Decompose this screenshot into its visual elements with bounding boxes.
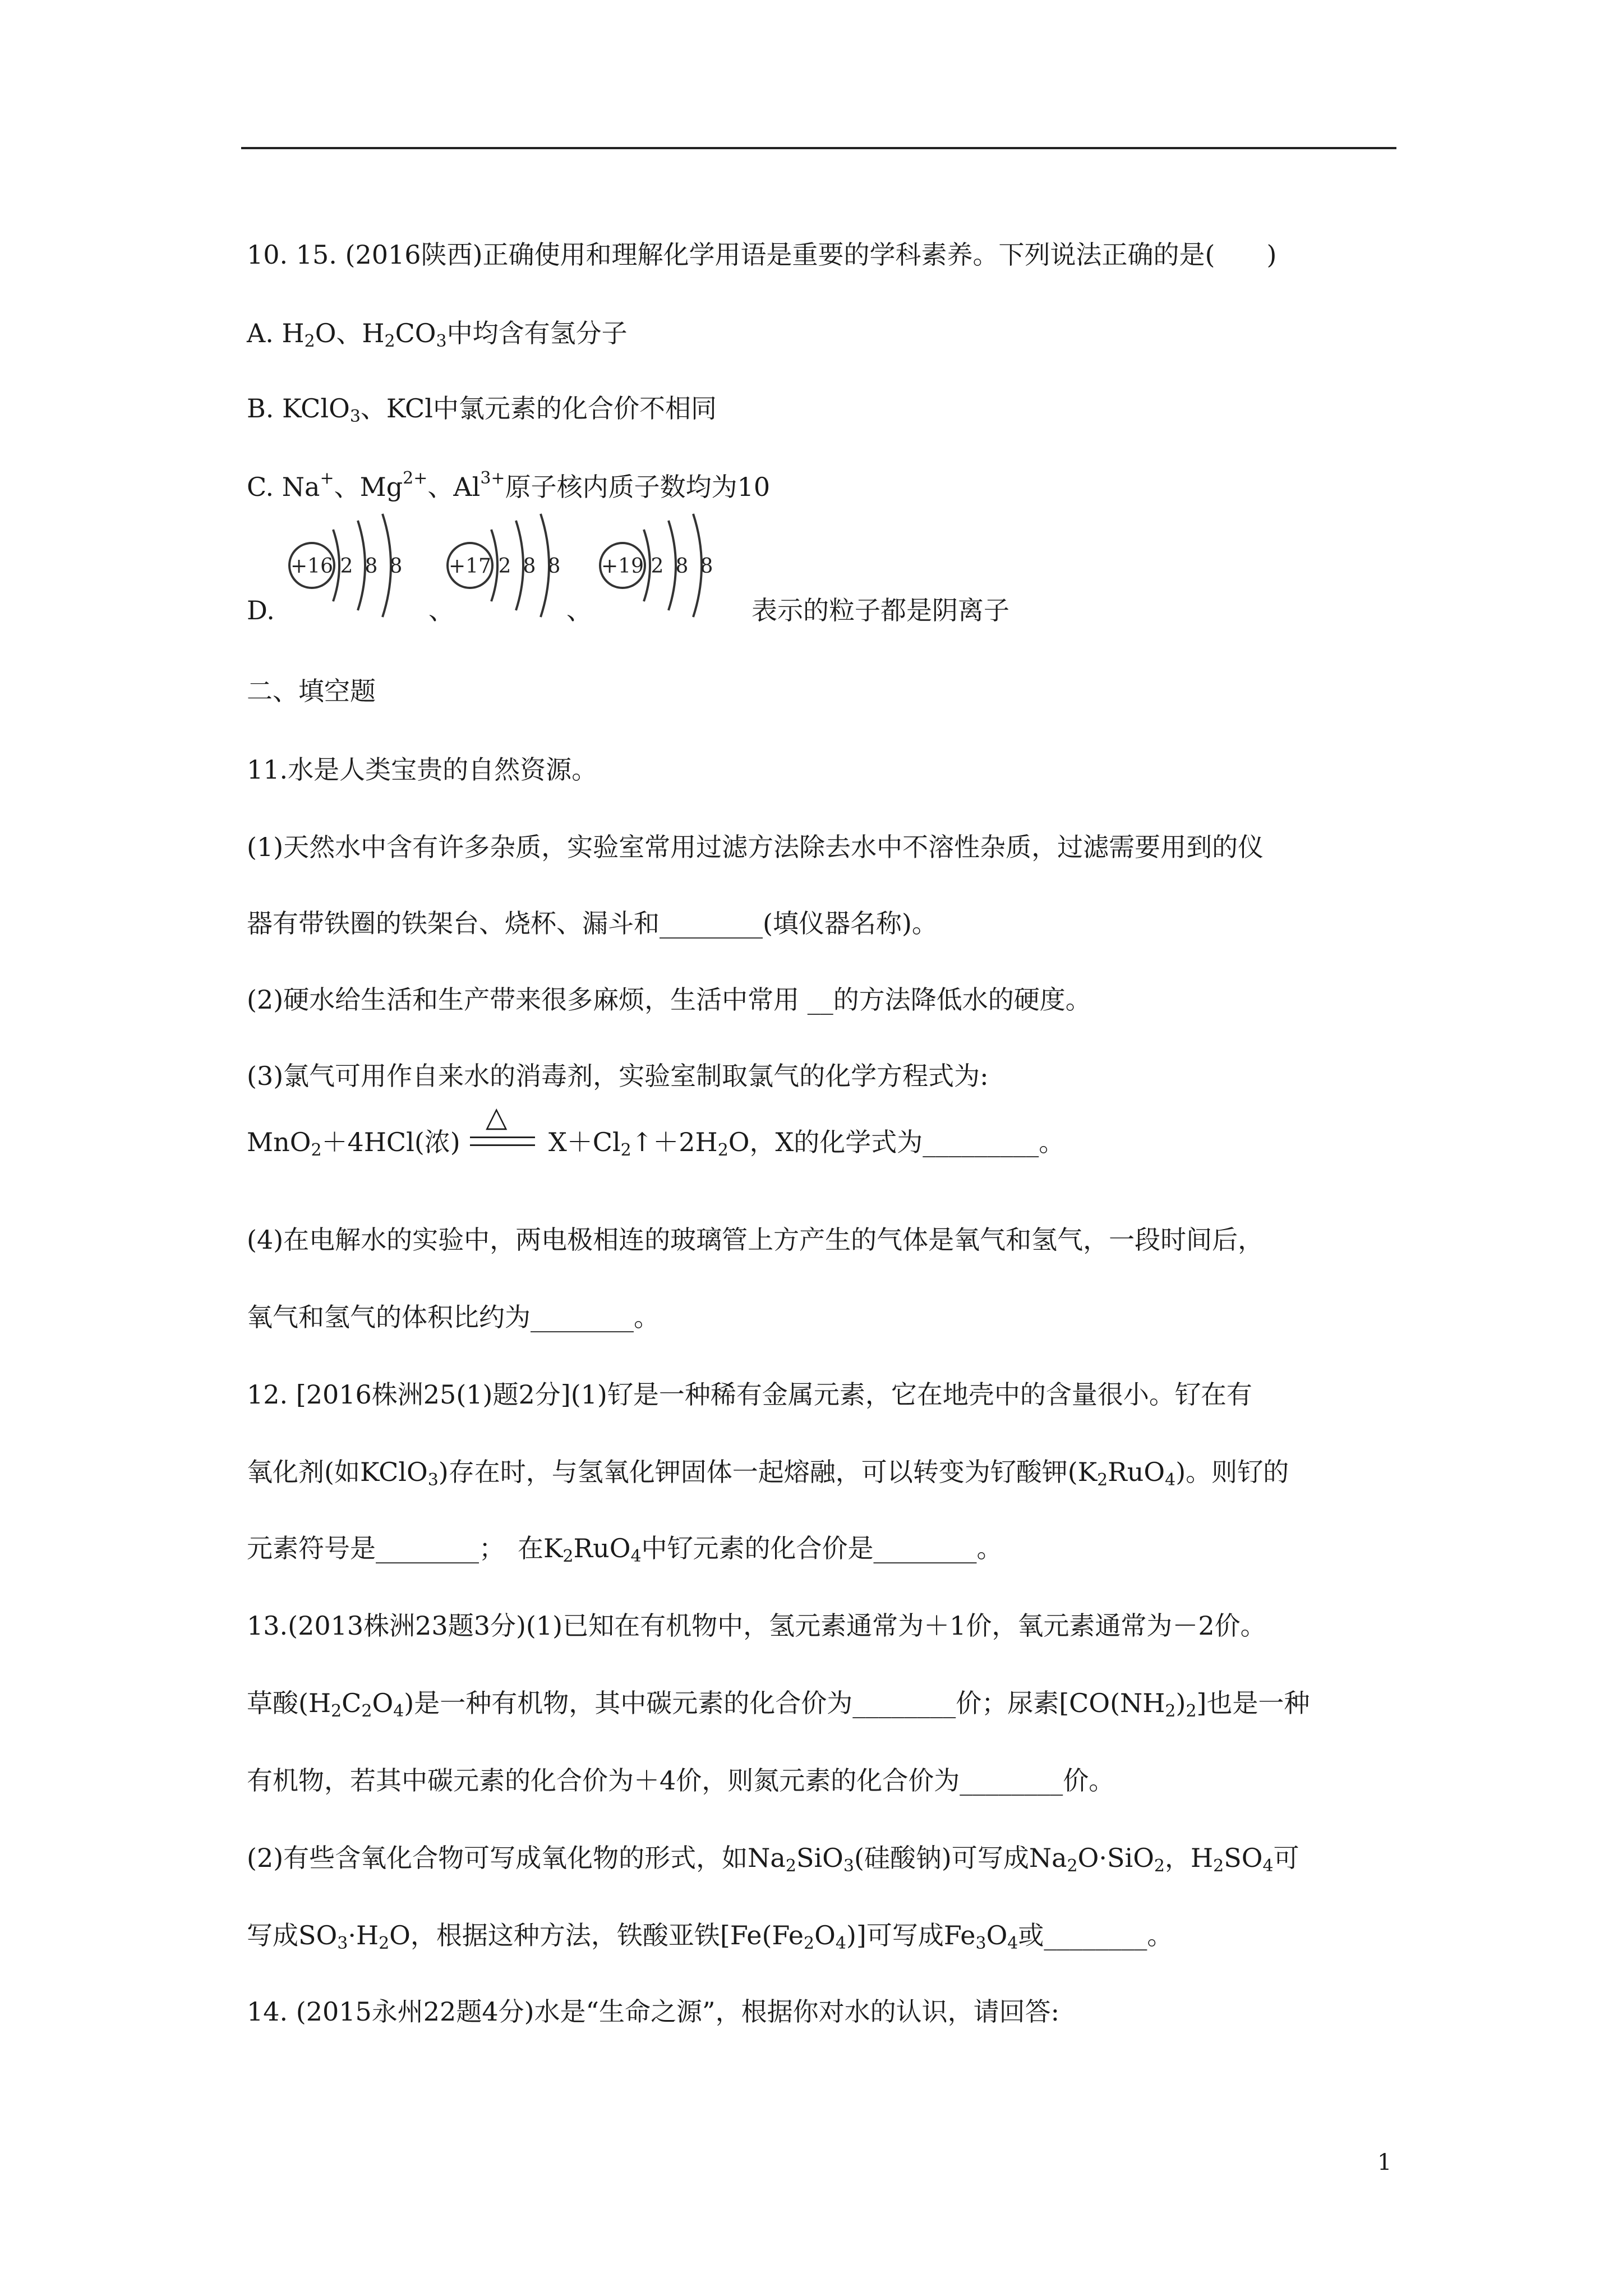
q13-line2: 草酸$(H_2C_2O_4)$是一种有机物，其中碳元素的化合价为________价；尿素$[CO(NH_2)_2]$也是一种 [247, 1688, 1310, 1721]
q10-option-d-separator-1: 、 [428, 595, 454, 625]
q11-part1-line2: 器有带铁圈的铁架台、烧杯、漏斗和________(填仪器名称)。 [247, 908, 938, 938]
atom-structure-diagram-1 [284, 509, 418, 622]
q11-stem: 11.水是人类宝贵的自然资源。 [247, 754, 598, 785]
svg-text:+17: +17 [449, 555, 491, 578]
q10-option-b: B. KClO$_3$、KCl中氯元素的化合价不相同 [247, 393, 717, 426]
q10-option-a: A. $H_2O$、$H_2CO_3$中均含有氢分子 [247, 318, 628, 351]
q12-line2: 氧化剂(如KClO$_3$)存在时，与氢氧化钾固体一起熔融，可以转变为钌酸钾$(K_2RuO_4)$。则钌的 [247, 1457, 1289, 1490]
svg-text:8: 8 [700, 555, 713, 578]
q13-line4: (2)有些含氧化合物可写成氧化物的形式，如$Na_2SiO_3$(硅酸钠)可写成$Na_2O\cdot SiO_2$，$H_2SO_4$可 [247, 1843, 1299, 1876]
svg-text:+16: +16 [291, 555, 333, 578]
equation-right: $X+Cl_2↑+2H_2O$，X的化学式为_________。 [548, 1127, 1065, 1160]
equation-left: MnO$_2$＋4HCl(浓) [247, 1127, 460, 1160]
q14-stem: 14. (2015永州22题4分)水是“生命之源”，根据你对水的认识，请回答: [247, 1996, 1060, 2027]
svg-text:8: 8 [389, 555, 403, 578]
atom-structure-diagram-3 [594, 509, 729, 622]
equation-sign-bar-top [470, 1137, 535, 1138]
heat-symbol: △ [486, 1101, 508, 1133]
q11-part1-line1: (1)天然水中含有许多杂质，实验室常用过滤方法除去水中不溶性杂质，过滤需要用到的仪 [247, 832, 1264, 862]
svg-text:8: 8 [365, 555, 378, 578]
q10-option-d-text: 表示的粒子都是阴离子 [751, 595, 1009, 625]
q11-part4-line1: (4)在电解水的实验中，两电极相连的玻璃管上方产生的气体是氧气和氢气，一段时间后， [247, 1225, 1264, 1255]
q10-option-d-label: D. [247, 595, 275, 625]
svg-text:8: 8 [675, 555, 689, 578]
svg-text:2: 2 [498, 555, 511, 578]
page-number: 1 [1377, 2150, 1392, 2175]
q12-line1: 12. [2016株洲25(1)题2分](1)钌是一种稀有金属元素，它在地壳中的含量很小。钌在有 [247, 1379, 1252, 1410]
q13-line1: 13.(2013株洲23题3分)(1)已知在有机物中，氢元素通常为＋1价，氧元素通常为－2价。 [247, 1611, 1266, 1641]
svg-text:2: 2 [340, 555, 353, 578]
svg-text:2: 2 [651, 555, 664, 578]
q13-line3: 有机物，若其中碳元素的化合价为＋4价，则氮元素的化合价为________价。 [247, 1765, 1115, 1796]
svg-text:8: 8 [547, 555, 561, 578]
section-title: 二、填空题 [247, 676, 376, 706]
header-rule [241, 147, 1396, 149]
svg-text:8: 8 [523, 555, 536, 578]
q11-part4-line2: 氧气和氢气的体积比约为________。 [247, 1302, 660, 1332]
svg-text:+19: +19 [601, 555, 644, 578]
q13-line5: 写成$SO_3\cdot H_2O$，根据这种方法，铁酸亚铁$[Fe(Fe_2O_4)]$可写成$Fe_3O_4$或________。 [247, 1920, 1173, 1953]
q11-part3-line1: (3)氯气可用作自来水的消毒剂，实验室制取氯气的化学方程式为: [247, 1061, 989, 1091]
q12-line3: 元素符号是________； 在$K_2RuO_4$中钌元素的化合价是________。 [247, 1533, 1003, 1566]
atom-structure-diagram-2 [442, 509, 577, 622]
q10-option-c: C. Na+、$Mg^{2+}$、$Al^{3+}$原子核内质子数均为10 [247, 468, 771, 502]
equation-sign-bar-bottom [470, 1144, 535, 1146]
q10-option-d-separator-2: 、 [566, 595, 592, 625]
q10-stem: 10. 15. (2016陕西)正确使用和理解化学用语是重要的学科素养。下列说法正确的是( ) [247, 240, 1277, 270]
q11-part2: (2)硬水给生活和生产带来很多麻烦，生活中常用 __的方法降低水的硬度。 [247, 984, 1091, 1015]
